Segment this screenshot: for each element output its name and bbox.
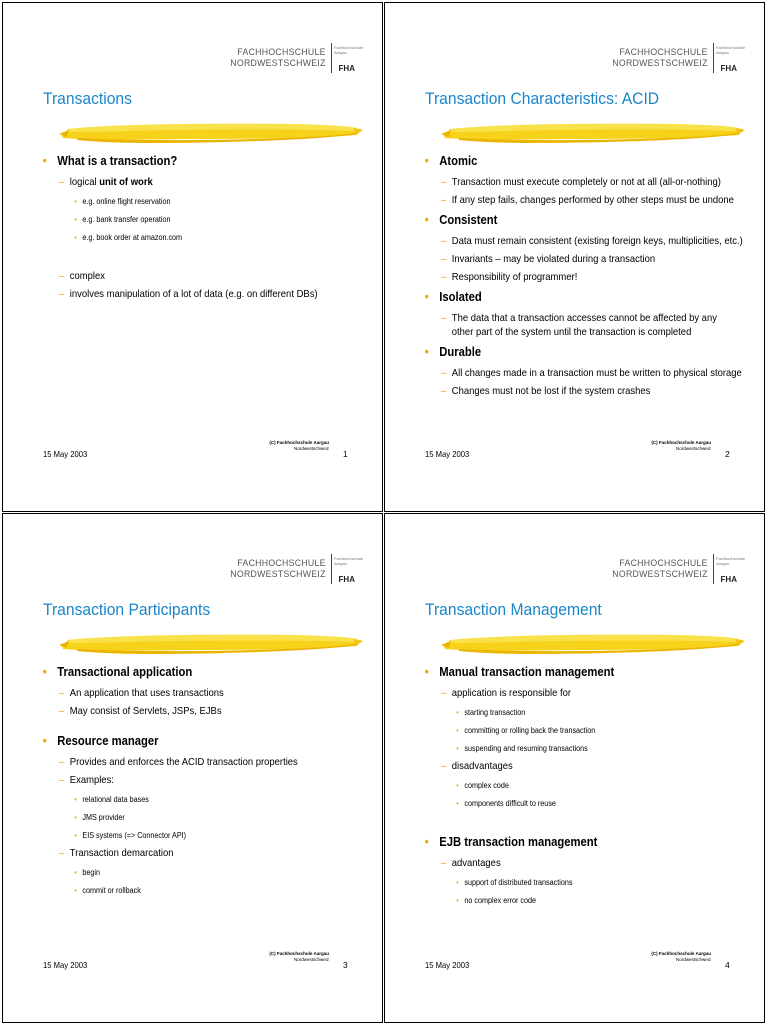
bullet: • Transactional application xyxy=(41,665,337,680)
footer-date: 15 May 2003 xyxy=(43,960,88,970)
sub-sub-bullet: • components difficult to reuse xyxy=(423,799,719,809)
sub-bullet: – If any step fails, changes performed by other steps must be undone xyxy=(423,193,765,207)
sub-bullet: – Invariants – may be violated during a transaction xyxy=(423,252,765,266)
sub-bullet: – Transaction demarcation xyxy=(41,846,383,860)
sub-bullet: – application is responsible for xyxy=(423,686,765,700)
sub-bullet: – Changes must not be lost if the system crashes xyxy=(423,384,765,398)
logo-divider xyxy=(713,43,714,73)
slide-content xyxy=(41,148,370,301)
fhnw-logo: FACHHOCHSCHULE NORDWESTSCHWEIZ Fachhochschule Aargau FHA xyxy=(612,45,746,73)
sub-bullet: – The data that a transaction accesses cannot be affected by any other part of the system until the transaction is completed xyxy=(423,311,740,339)
bullet: • Durable xyxy=(423,345,719,360)
brush-stroke xyxy=(439,630,745,656)
brush-stroke xyxy=(57,630,363,656)
sub-bullet: – involves manipulation of a lot of data (e.g. on different DBs) xyxy=(41,287,383,301)
sub-bullet: – May consist of Servlets, JSPs, EJBs xyxy=(41,704,383,718)
slide-4 xyxy=(384,513,765,1023)
sub-sub-bullet: • committing or rolling back the transaction xyxy=(423,726,719,736)
sub-sub-bullet: • e.g. bank transfer operation xyxy=(41,215,337,225)
slide-1 xyxy=(2,2,383,512)
sub-sub-bullet: • commit or rollback xyxy=(41,886,337,896)
sub-sub-bullet: • relational data bases xyxy=(41,795,337,805)
sub-bullet: – All changes made in a transaction must be written to physical storage xyxy=(423,366,765,380)
bullet: • Manual transaction management xyxy=(423,665,719,680)
sub-sub-bullet: • JMS provider xyxy=(41,813,337,823)
sub-sub-bullet: • suspending and resuming transactions xyxy=(423,744,719,754)
footer-copyright: (C) Fachhochschule Aargau Nordwestschweiz xyxy=(651,440,711,451)
sub-bullet: – Data must remain consistent (existing foreign keys, multiplicities, etc.) xyxy=(423,234,765,248)
sub-sub-bullet: • starting transaction xyxy=(423,708,719,718)
sub-bullet: – logical unit of work xyxy=(41,175,383,189)
sub-bullet: – advantages xyxy=(423,856,765,870)
sub-bullet: – complex xyxy=(41,269,383,283)
sub-bullet: – Examples: xyxy=(41,773,383,787)
logo-line2: NORDWESTSCHWEIZ xyxy=(230,58,326,69)
logo-divider xyxy=(713,554,714,584)
slide-title: Transactions xyxy=(43,89,132,108)
footer-date: 15 May 2003 xyxy=(425,960,470,970)
page-number: 2 xyxy=(725,449,730,459)
sub-bullet: – Provides and enforces the ACID transaction properties xyxy=(41,755,383,769)
fhnw-logo: FACHHOCHSCHULE NORDWESTSCHWEIZ Fachhochschule Aargau FHA xyxy=(612,556,746,584)
sub-sub-bullet: • EIS systems (=> Connector API) xyxy=(41,831,337,841)
bullet: • EJB transaction management xyxy=(423,835,719,850)
logo-divider xyxy=(331,43,332,73)
sub-bullet: – Responsibility of programmer! xyxy=(423,270,765,284)
sub-bullet: – An application that uses transactions xyxy=(41,686,383,700)
logo-divider xyxy=(331,554,332,584)
logo-side2: Aargau xyxy=(334,50,347,55)
bullet: • What is a transaction? xyxy=(41,154,337,169)
slide-title: Transaction Management xyxy=(425,600,602,619)
sub-sub-bullet: • e.g. online flight reservation xyxy=(41,197,337,207)
slide-title: Transaction Characteristics: ACID xyxy=(425,89,660,108)
page-number: 3 xyxy=(343,960,348,970)
slide-2 xyxy=(384,2,765,512)
footer-copyright: (C) Fachhochschule Aargau Nordwestschweiz xyxy=(269,440,329,451)
slide-title: Transaction Participants xyxy=(43,600,211,619)
sub-bullet: – Transaction must execute completely or not at all (all-or-nothing) xyxy=(423,175,765,189)
footer-copyright: (C) Fachhochschule Aargau Nordwestschweiz xyxy=(651,951,711,962)
fhnw-logo xyxy=(230,41,364,77)
slide-content xyxy=(41,659,370,896)
footer-date: 15 May 2003 xyxy=(425,449,470,459)
bullet: • Consistent xyxy=(423,213,719,228)
slide-content xyxy=(423,148,752,398)
logo-abbr: FHA xyxy=(338,64,355,73)
sub-sub-bullet: • e.g. book order at amazon.com xyxy=(41,233,337,243)
brush-stroke xyxy=(439,119,745,145)
page-number: 1 xyxy=(343,449,348,459)
page-number: 4 xyxy=(725,960,730,970)
logo-side1: Fachhochschule xyxy=(334,45,364,50)
footer-date: 15 May 2003 xyxy=(43,449,88,459)
slide-3 xyxy=(2,513,383,1023)
sub-sub-bullet: • support of distributed transactions xyxy=(423,878,719,888)
sub-sub-bullet: • begin xyxy=(41,868,337,878)
brush-stroke xyxy=(57,119,363,145)
sub-bullet: – disadvantages xyxy=(423,759,765,773)
bullet: • Isolated xyxy=(423,290,719,305)
bullet: • Resource manager xyxy=(41,734,337,749)
logo-line1: FACHHOCHSCHULE xyxy=(237,47,326,58)
fhnw-logo: FACHHOCHSCHULE NORDWESTSCHWEIZ Fachhochschule Aargau FHA xyxy=(230,556,364,584)
bullet: • Atomic xyxy=(423,154,719,169)
sub-sub-bullet: • complex code xyxy=(423,781,719,791)
slide-content xyxy=(423,659,752,906)
footer-copyright: (C) Fachhochschule Aargau Nordwestschweiz xyxy=(269,951,329,962)
sub-sub-bullet: • no complex error code xyxy=(423,896,719,906)
